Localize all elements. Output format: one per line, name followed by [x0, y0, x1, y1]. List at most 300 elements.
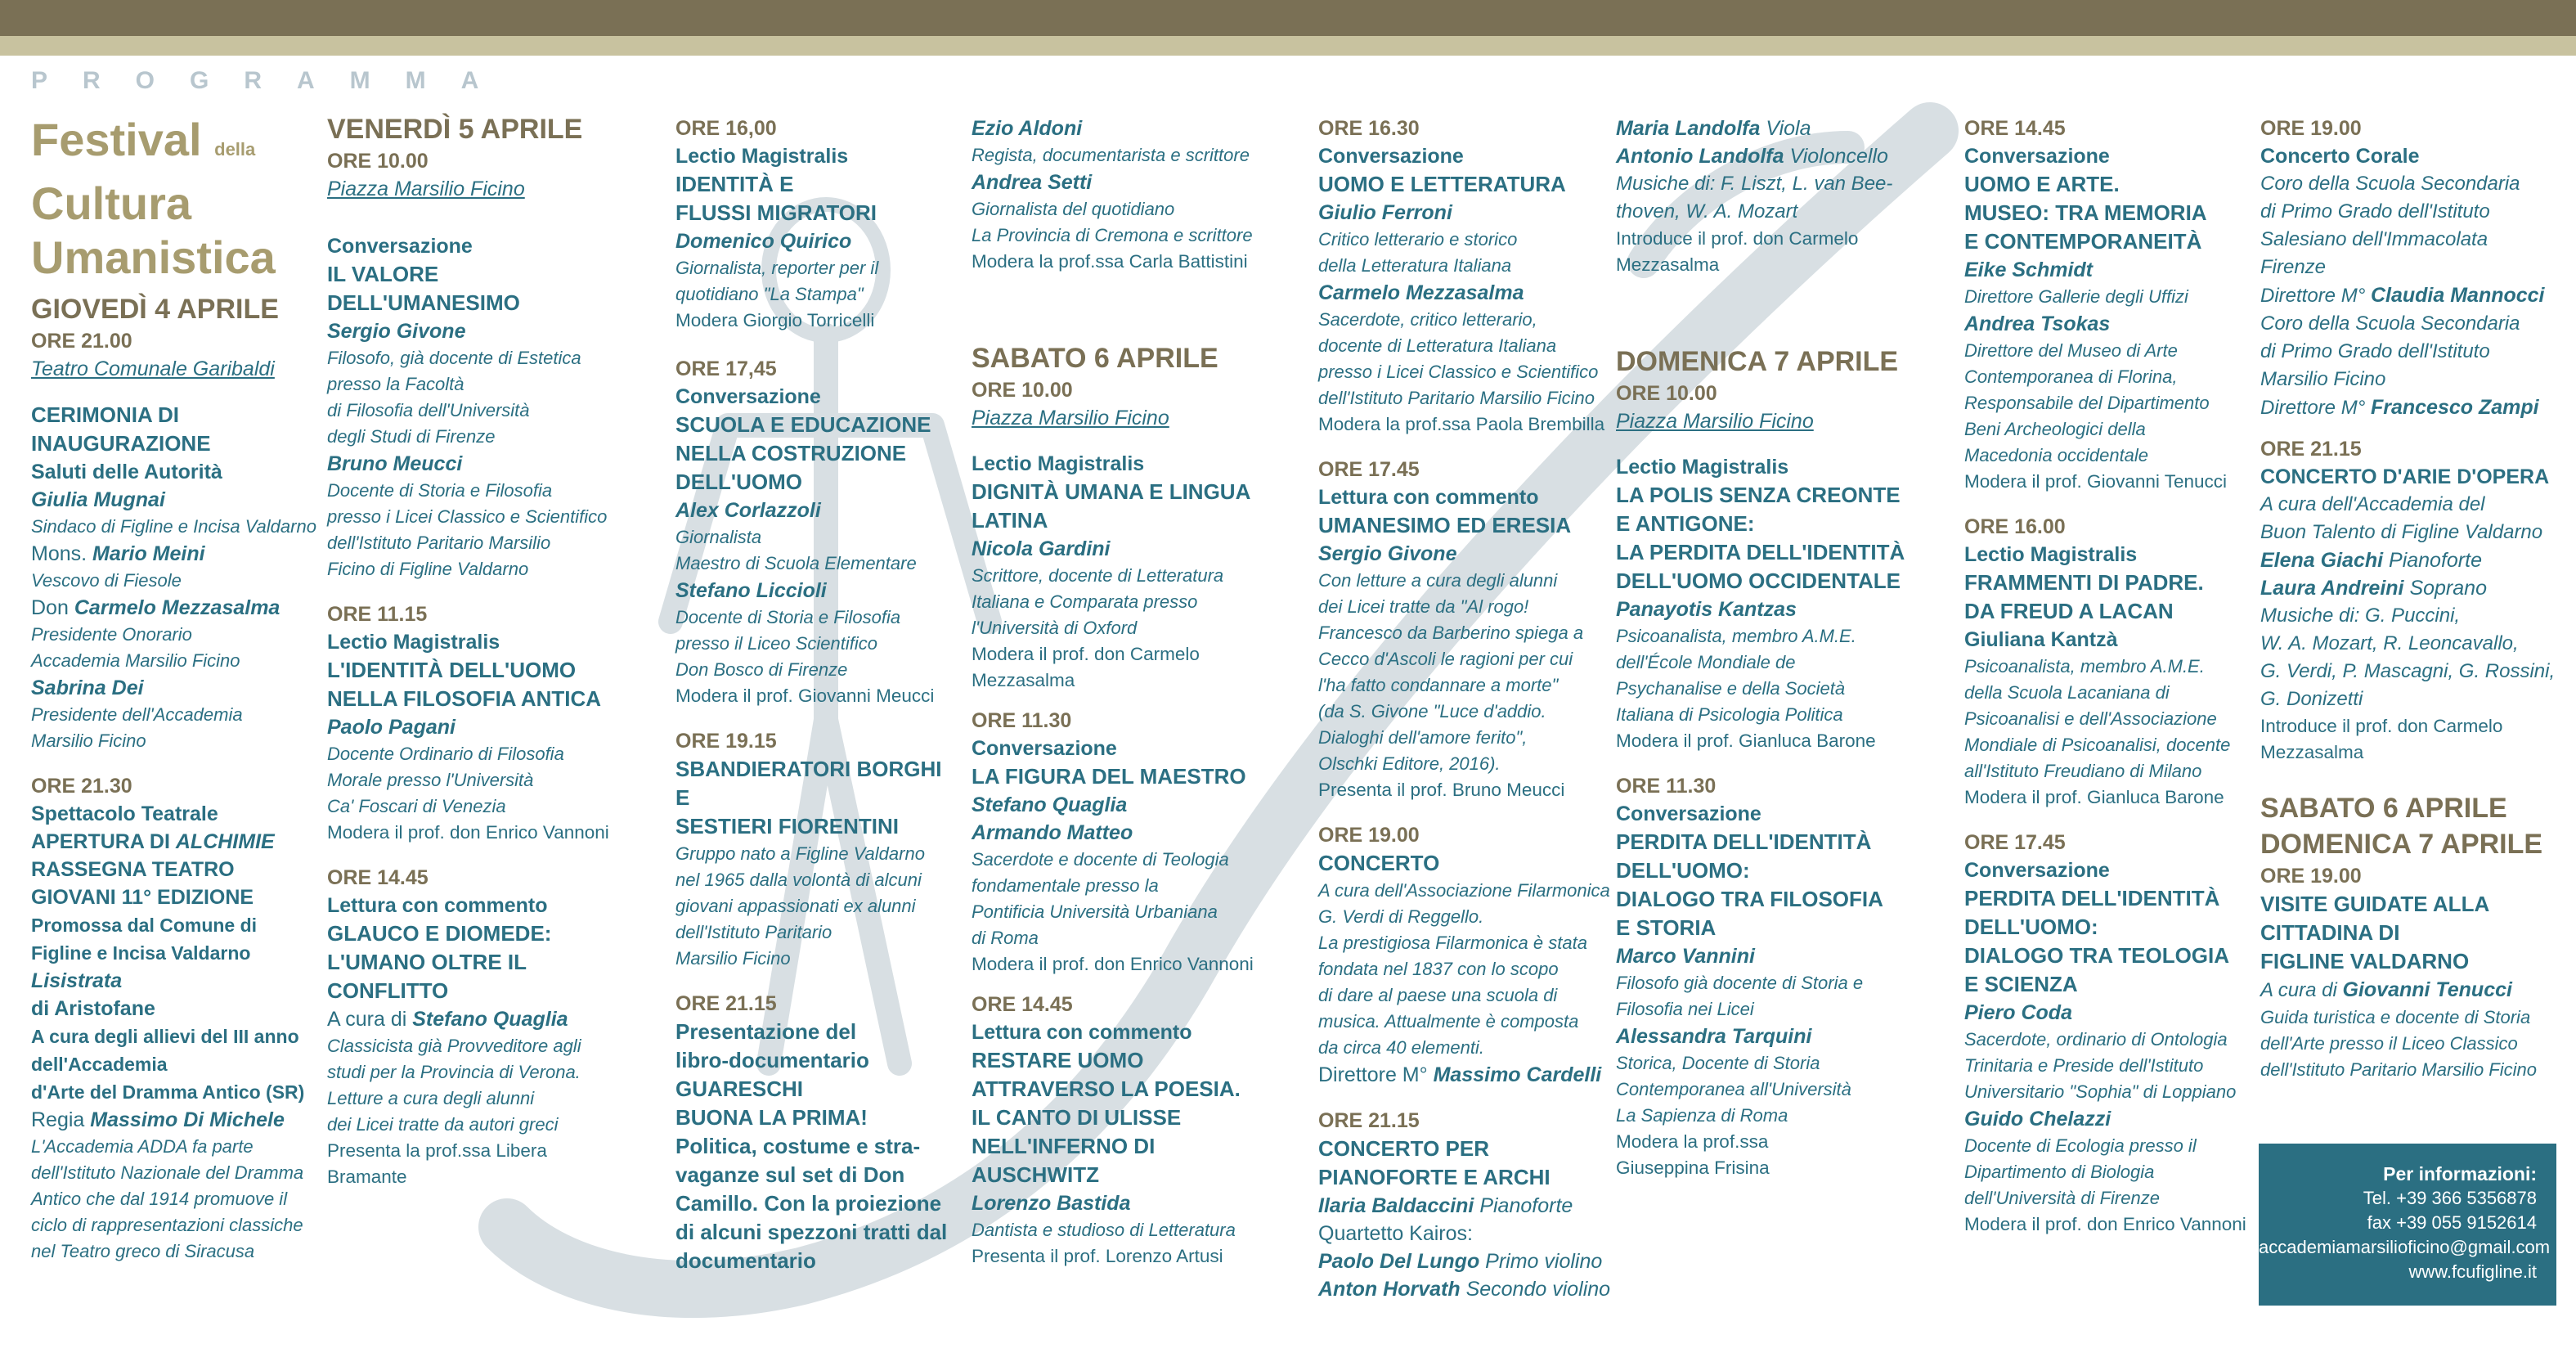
event-time: ORE 21.30: [31, 775, 132, 798]
event-type: Conversazione: [1318, 145, 1464, 168]
event-title: LA FIGURA DEL MAESTRO: [972, 764, 1246, 789]
event-desc: Con letture a cura degli alunni: [1318, 570, 1558, 591]
event-note: dell'Accademia: [31, 1054, 168, 1075]
event-desc: Musiche di: F. Liszt, L. van Bee-: [1616, 173, 1893, 195]
speaker-desc: Trinitaria e Preside dell'Istituto: [1964, 1055, 2204, 1076]
moderator: Modera la prof.ssa Paola Brembilla: [1318, 414, 1605, 434]
event-time: ORE 17.45: [1318, 458, 1420, 481]
speaker-desc: Ca' Foscari di Venezia: [327, 796, 506, 816]
speaker-role: Viola: [1766, 117, 1811, 140]
event-title: MUSEO: TRA MEMORIA: [1964, 200, 2207, 225]
event-title: FRAMMENTI DI PADRE.: [1964, 570, 2204, 595]
event-desc: Politica, costume e stra-: [675, 1134, 921, 1158]
event-time: ORE 11.15: [327, 603, 428, 626]
speaker-desc: dell'Arte presso il Liceo Classico: [2260, 1033, 2518, 1054]
moderator: Modera Giorgio Torricelli: [675, 310, 875, 330]
speaker-role: Primo violino: [1485, 1250, 1603, 1273]
speaker-desc: Psychanalise e della Società: [1616, 678, 1846, 699]
speaker-desc: dell'Istituto Paritario Marsilio Ficino: [1318, 388, 1595, 408]
speaker-desc: Responsabile del Dipartimento: [1964, 393, 2210, 413]
speaker-name: Panayotis Kantzas: [1616, 598, 1797, 621]
speaker-desc: Italiana di Psicologia Politica: [1616, 704, 1843, 725]
day-heading: SABATO 6 APRILE: [972, 343, 1218, 374]
speaker-desc: Docente di Storia e Filosofia: [327, 480, 553, 501]
logo-della-word: della: [214, 139, 256, 160]
speaker-name: Massimo Di Michele: [90, 1108, 285, 1131]
speaker-desc: presso i Licei Classico e Scientifico: [1318, 362, 1599, 382]
event-time: ORE 11.30: [972, 709, 1072, 732]
event-title: NELLA COSTRUZIONE: [675, 441, 907, 465]
event-note: Promossa dal Comune di: [31, 915, 258, 936]
info-heading: Per informazioni:: [2383, 1163, 2537, 1184]
logo-cultura-word: Cultura: [31, 178, 191, 229]
speaker-desc: Filosofo già docente di Storia e: [1616, 973, 1864, 993]
event-desc: La prestigiosa Filarmonica è stata: [1318, 933, 1587, 953]
event-location: Teatro Comunale Garibaldi: [31, 357, 275, 380]
event-time: ORE 16.30: [1318, 117, 1420, 140]
speaker-prefix: Direttore M°: [2260, 397, 2366, 419]
event-title: PERDITA DELL'IDENTITÀ: [1964, 886, 2220, 910]
event-desc: di Primo Grado dell'Istituto: [2260, 200, 2490, 223]
speaker-name: Nicola Gardini: [972, 537, 1111, 560]
event-type: Lectio Magistralis: [1964, 543, 2138, 566]
event-time: ORE 14.45: [327, 866, 429, 889]
event-desc: Camillo. Con la proiezione: [675, 1191, 942, 1216]
event-time: ORE 21.15: [675, 992, 777, 1015]
moderator: Presenta il prof. Lorenzo Artusi: [972, 1246, 1223, 1266]
event-title: E SCIENZA: [1964, 972, 2078, 996]
speaker-prefix: Direttore M°: [1318, 1063, 1428, 1086]
day-heading: DOMENICA 7 APRILE: [1616, 346, 1899, 377]
speaker-prefix: A cura di: [2260, 979, 2337, 1001]
speaker-desc: Italiana e Comparata presso: [972, 591, 1198, 612]
event-title: DIALOGO TRA TEOLOGIA: [1964, 943, 2230, 968]
speaker-name: Eike Schmidt: [1964, 258, 2093, 281]
event-desc: Coro della Scuola Secondaria: [2260, 173, 2520, 195]
speaker-role: Pianoforte: [2389, 549, 2482, 572]
info-fax: fax +39 055 9152614: [2367, 1212, 2537, 1233]
event-time: ORE 19.00: [1318, 824, 1420, 847]
moderator: Presenta la prof.ssa Libera Bramante: [327, 1140, 547, 1187]
event-title: INAUGURAZIONE: [31, 431, 211, 456]
speaker-role: Soprano: [2409, 577, 2487, 600]
event-title: E ANTIGONE:: [1616, 511, 1755, 536]
moderator: Mezzasalma: [1616, 254, 1720, 275]
event-title: DELL'UOMO:: [1616, 858, 1750, 883]
speaker-desc: Pontificia Università Urbaniana: [972, 901, 1218, 922]
column-sunday-evening: [2260, 115, 2563, 1083]
ensemble-name: Quartetto Kairos:: [1318, 1222, 1473, 1245]
event-title: DIGNITÀ UMANA E LINGUA: [972, 479, 1251, 504]
moderator: Modera il prof. Giovanni Meucci: [675, 685, 935, 706]
event-desc: Olschki Editore, 2016).: [1318, 753, 1501, 774]
event-desc: G. Verdi, P. Mascagni, G. Rossini,: [2260, 660, 2556, 682]
speaker-name: Ezio Aldoni: [972, 117, 1083, 140]
speaker-desc: Ficino di Figline Valdarno: [327, 559, 529, 579]
speaker-prefix: Mons.: [31, 542, 88, 565]
event-desc: Dialoghi dell'amore ferito",: [1318, 727, 1528, 748]
event-desc: di Primo Grado dell'Istituto: [2260, 340, 2490, 362]
speaker-desc: Giornalista, reporter per il: [675, 258, 879, 278]
event-type: Lettura con commento: [1318, 486, 1539, 509]
speaker-name: Giovanni Tenucci: [2342, 978, 2512, 1001]
event-title: FLUSSI MIGRATORI: [675, 200, 877, 225]
event-type: Conversazione: [972, 737, 1117, 760]
speaker-desc: presso la Facoltà: [327, 374, 464, 394]
speaker-name: Massimo Cardelli: [1433, 1063, 1602, 1086]
speaker-desc: Macedonia occidentale: [1964, 445, 2149, 465]
logo-umanistica-word: Umanistica: [31, 231, 276, 283]
event-title: GLAUCO E DIOMEDE:: [327, 921, 552, 946]
event-type: Lectio Magistralis: [675, 145, 849, 168]
event-time: ORE 19.00: [2260, 865, 2362, 888]
moderator: Modera il prof. Gianluca Barone: [1616, 730, 1876, 751]
speaker-desc: Letture a cura degli alunni: [327, 1088, 535, 1108]
speaker-name: Piero Coda: [1964, 1001, 2072, 1024]
event-title: SCUOLA E EDUCAZIONE: [675, 412, 931, 437]
event-time: ORE 14.45: [972, 993, 1073, 1016]
play-author: di Aristofane: [31, 997, 155, 1020]
event-time: ORE 19.00: [2260, 117, 2362, 140]
event-title: E STORIA: [1616, 915, 1717, 940]
speaker-name: Antonio Landolfa: [1616, 145, 1784, 168]
speaker-desc: fondamentale presso la: [972, 875, 1159, 896]
speaker-desc: della Scuola Lacaniana di: [1964, 682, 2170, 703]
moderator: Giuseppina Frisina: [1616, 1157, 1770, 1178]
speaker-desc: Dantista e studioso di Letteratura: [972, 1220, 1236, 1240]
event-type: Lectio Magistralis: [327, 631, 500, 654]
event-desc: di alcuni spezzoni tratti dal: [675, 1220, 948, 1244]
moderator: Introduce il prof. don Carmelo: [1616, 228, 1859, 249]
event-desc: L'Accademia ADDA fa parte: [31, 1136, 254, 1157]
event-title: GIOVANI 11° EDIZIONE: [31, 886, 254, 909]
speaker-desc: dei Licei tratte da autori greci: [327, 1114, 559, 1135]
speaker-desc: Psicoanalista, membro A.M.E.: [1964, 656, 2205, 676]
speaker-name: Elena Giachi: [2260, 549, 2384, 572]
speaker-desc: docente di Letteratura Italiana: [1318, 335, 1557, 356]
speaker-desc: Guida turistica e docente di Storia: [2260, 1007, 2531, 1027]
event-title: E CONTEMPORANEITÀ: [1964, 229, 2202, 254]
event-title: RASSEGNA TEATRO: [31, 858, 235, 881]
event-title: IL VALORE: [327, 262, 439, 286]
event-type: Conversazione: [1964, 859, 2110, 882]
speaker-desc: Contemporanea di Florina,: [1964, 366, 2178, 387]
moderator: Presenta il prof. Bruno Meucci: [1318, 780, 1565, 800]
event-desc: giovani appassionati ex alunni: [675, 896, 916, 916]
speaker-name: Lorenzo Bastida: [972, 1192, 1131, 1215]
speaker-name: Armando Matteo: [972, 821, 1133, 844]
event-title: DA FREUD A LACAN: [1964, 599, 2174, 623]
event-type: Conversazione: [327, 235, 473, 258]
speaker-name: Paolo Pagani: [327, 716, 456, 739]
event-title: APERTURA DI: [31, 830, 170, 853]
speaker-desc: Storica, Docente di Storia: [1616, 1053, 1820, 1073]
moderator: Introduce il prof. don Carmelo: [2260, 716, 2503, 736]
day-heading: SABATO 6 APRILE: [2260, 793, 2507, 824]
speaker-desc: presso i Licei Classico e Scientifico: [327, 506, 608, 527]
speaker-desc: Beni Archeologici della: [1964, 419, 2146, 439]
event-time: ORE 17.45: [1964, 831, 2066, 854]
event-title: IDENTITÀ E: [675, 172, 794, 196]
speaker-desc: l'Università di Oxford: [972, 618, 1138, 638]
speaker-role: Pianoforte: [1479, 1194, 1573, 1217]
event-desc: (da S. Givone "Luce d'addio.: [1318, 701, 1546, 721]
event-title: BUONA LA PRIMA!: [675, 1105, 868, 1130]
event-desc: Marsilio Ficino: [2260, 368, 2386, 390]
event-time: ORE 16,00: [675, 117, 777, 140]
speaker-desc: Presidente dell'Accademia: [31, 704, 243, 725]
event-title: ATTRAVERSO LA POESIA.: [972, 1077, 1241, 1101]
programma-heading: PROGRAMMA: [31, 67, 514, 94]
event-time: ORE 10.00: [1616, 382, 1717, 405]
event-desc: Marsilio Ficino: [675, 948, 791, 969]
event-desc: dei Licei tratte da "Al rogo!: [1318, 596, 1529, 617]
event-time: ORE 11.30: [1616, 775, 1717, 798]
speaker-desc: Maestro di Scuola Elementare: [675, 553, 917, 573]
event-title: UOMO E ARTE.: [1964, 172, 2120, 196]
event-desc: vaganze sul set di Don: [675, 1162, 905, 1187]
speaker-desc: di Roma: [972, 928, 1039, 948]
event-title: DELL'UMANESIMO: [327, 290, 520, 315]
event-desc: nel Teatro greco di Siracusa: [31, 1241, 255, 1261]
event-time: ORE 21.00: [31, 330, 132, 353]
event-type: Conversazione: [1616, 802, 1761, 825]
event-time: ORE 10.00: [327, 150, 429, 173]
info-phone[interactable]: Tel. +39 366 5356878: [2363, 1188, 2537, 1208]
speaker-name: Paolo Del Lungo: [1318, 1250, 1480, 1273]
speaker-desc: dell'Istituto Paritario Marsilio Ficino: [2260, 1059, 2537, 1080]
info-box: [2259, 1144, 2556, 1306]
speaker-desc: Critico letterario e storico: [1318, 229, 1518, 249]
event-title: FIGLINE VALDARNO: [2260, 949, 2470, 973]
column-friday-morning: [327, 111, 630, 1190]
event-title: IL CANTO DI ULISSE: [972, 1105, 1182, 1130]
speaker-name: Stefano Quaglia: [972, 793, 1128, 816]
speaker-name: Ilaria Baldaccini: [1318, 1194, 1474, 1217]
column-sunday-afternoon: [1964, 115, 2259, 1238]
event-desc: Salesiano dell'Immacolata: [2260, 228, 2488, 250]
speaker-desc: Marsilio Ficino: [31, 730, 146, 751]
event-note: d'Arte del Dramma Antico (SR): [31, 1081, 305, 1103]
speaker-desc: presso il Liceo Scientifico: [675, 633, 878, 654]
event-title: CONCERTO D'ARIE D'OPERA: [2260, 465, 2550, 488]
moderator: Mezzasalma: [972, 670, 1075, 690]
speaker-name: Domenico Quirico: [675, 230, 852, 253]
event-type: Lectio Magistralis: [972, 452, 1145, 475]
speaker-name: Bruno Meucci: [327, 452, 463, 475]
event-title: NELLA FILOSOFIA ANTICA: [327, 686, 602, 711]
speaker-desc: Mondiale di Psicoanalisi, docente: [1964, 735, 2231, 755]
event-desc: musica. Attualmente è composta: [1318, 1011, 1579, 1032]
event-desc: nel 1965 dalla volontà di alcuni: [675, 870, 922, 890]
event-desc: dell'Istituto Paritario: [675, 922, 832, 942]
event-note: Figline e Incisa Valdarno: [31, 942, 251, 964]
event-time: ORE 16.00: [1964, 515, 2066, 538]
speaker-name: Claudia Mannocci: [2370, 284, 2545, 307]
event-location: Piazza Marsilio Ficino: [1616, 410, 1814, 433]
speaker-desc: Docente di Storia e Filosofia: [675, 607, 901, 627]
speaker-desc: Docente Ordinario di Filosofia: [327, 744, 564, 764]
event-title: CITTADINA DI: [2260, 920, 2400, 945]
event-title: SESTIERI FIORENTINI: [675, 814, 900, 838]
moderator: Modera il prof. don Carmelo: [972, 644, 1200, 664]
speaker-desc: dell'Università di Firenze: [1964, 1188, 2160, 1208]
speaker-name: Laura Andreini: [2260, 577, 2404, 600]
event-title: DELL'UOMO:: [1964, 915, 2098, 939]
speaker-name: Alessandra Tarquini: [1616, 1025, 1812, 1048]
speaker-desc: studi per la Provincia di Verona.: [327, 1062, 581, 1082]
top-band-light: [0, 36, 2576, 56]
speaker-name: Maria Landolfa: [1616, 117, 1761, 140]
event-desc: Musiche di: G. Puccini,: [2260, 605, 2461, 627]
event-title: LA PERDITA DELL'IDENTITÀ: [1616, 540, 1905, 564]
speaker-desc: Dipartimento di Biologia: [1964, 1162, 2155, 1182]
event-type: Concerto Corale: [2260, 145, 2420, 168]
speaker-desc: all'Istituto Freudiano di Milano: [1964, 761, 2202, 781]
event-desc: ciclo di rappresentazioni classiche: [31, 1215, 303, 1235]
speaker-desc: Morale presso l'Università: [327, 770, 534, 790]
event-type: Conversazione: [675, 385, 821, 408]
speaker-desc: La Sapienza di Roma: [1616, 1105, 1788, 1126]
moderator: Modera la prof.ssa: [1616, 1131, 1769, 1152]
speaker-name: Giuliana Kantzà: [1964, 628, 2118, 651]
info-website[interactable]: www.fcufigline.it: [2408, 1261, 2537, 1282]
event-title: SBANDIERATORI BORGHI E: [675, 757, 942, 810]
event-desc: documentario: [675, 1248, 816, 1273]
event-title: L'UMANO OLTRE IL: [327, 950, 527, 974]
event-desc: dell'Istituto Nazionale del Dramma: [31, 1162, 304, 1183]
info-email[interactable]: accademiamarsilioficino@gmail.com: [2259, 1237, 2551, 1257]
speaker-desc: Contemporanea all'Università: [1616, 1079, 1851, 1099]
event-desc: Firenze: [2260, 256, 2327, 278]
speaker-role: Violoncello: [1789, 145, 1888, 168]
moderator: Modera il prof. Gianluca Barone: [1964, 787, 2224, 807]
event-title: CONCERTO: [1318, 851, 1440, 875]
event-time: ORE 19.15: [675, 730, 777, 753]
speaker-desc: degli Studi di Firenze: [327, 426, 496, 447]
event-time: ORE 21.15: [1318, 1109, 1420, 1132]
day-heading: VENERDÌ 5 APRILE: [327, 114, 583, 145]
event-title: LATINA: [972, 508, 1048, 533]
speaker-name: Andrea Setti: [972, 171, 1093, 194]
speaker-desc: Vescovo di Fiesole: [31, 570, 182, 591]
moderator: Modera il prof. Giovanni Tenucci: [1964, 471, 2227, 492]
event-type: Lettura con commento: [972, 1021, 1192, 1044]
event-title: PIANOFORTE E ARCHI: [1318, 1165, 1551, 1189]
speaker-desc: di Filosofia dell'Università: [327, 400, 530, 420]
moderator: Modera la prof.ssa Carla Battistini: [972, 251, 1248, 272]
event-title: UMANESIMO ED ERESIA: [1318, 513, 1572, 537]
speaker-desc: Presidente Onorario: [31, 624, 192, 645]
event-desc: fondata nel 1837 con lo scopo: [1318, 959, 1559, 979]
play-title: Lisistrata: [31, 969, 123, 992]
day-heading: GIOVEDÌ 4 APRILE: [31, 294, 279, 325]
speaker-desc: Universitario "Sophia" di Loppiano: [1964, 1081, 2237, 1102]
column-saturday-morning: [972, 115, 1282, 1270]
event-desc: Cecco d'Ascoli le ragioni per cui: [1318, 649, 1573, 669]
speaker-prefix: Don: [31, 596, 69, 619]
speaker-desc: Sacerdote, ordinario di Ontologia: [1964, 1029, 2228, 1050]
event-title: PERDITA DELL'IDENTITÀ: [1616, 829, 1872, 854]
speaker-name: Marco Vannini: [1616, 945, 1755, 968]
event-desc: da circa 40 elementi.: [1318, 1037, 1484, 1058]
speaker-name: Giulia Mugnai: [31, 488, 165, 511]
speaker-name: Giulio Ferroni: [1318, 201, 1452, 224]
event-type: Lectio Magistralis: [1616, 456, 1789, 479]
speaker-desc: Don Bosco di Firenze: [675, 659, 848, 680]
speaker-name: Alex Corlazzoli: [675, 499, 821, 522]
event-type: Lettura con commento: [327, 894, 548, 917]
speaker-desc: Regista, documentarista e scrittore: [972, 145, 1250, 165]
event-desc: G. Donizetti: [2260, 688, 2363, 710]
speaker-name: Francesco Zampi: [2370, 396, 2539, 419]
speaker-desc: Docente di Ecologia presso il: [1964, 1135, 2197, 1156]
event-title: LA POLIS SENZA CREONTE: [1616, 483, 1901, 507]
moderator: Mezzasalma: [2260, 742, 2364, 762]
column-sunday-morning: [1616, 115, 1927, 1181]
event-type: Conversazione: [1964, 145, 2110, 168]
speaker-desc: dell'Istituto Paritario Marsilio: [327, 533, 551, 553]
event-location: Piazza Marsilio Ficino: [972, 407, 1169, 429]
event-title: Presentazione del: [675, 1019, 857, 1044]
event-title: L'IDENTITÀ DELL'UOMO: [327, 658, 577, 682]
event-desc: l'ha fatto condannare a morte": [1318, 675, 1559, 695]
event-title: ALCHIMIE: [175, 830, 275, 853]
speaker-name: Carmelo Mezzasalma: [1318, 281, 1524, 304]
speaker-name: Sabrina Dei: [31, 676, 144, 699]
speaker-desc: Sacerdote, critico letterario,: [1318, 309, 1537, 330]
event-note: A cura degli allievi del III anno: [31, 1026, 299, 1047]
moderator: Modera il prof. don Enrico Vannoni: [327, 822, 609, 843]
event-desc: W. A. Mozart, R. Leoncavallo,: [2260, 632, 2519, 654]
speaker-name: Andrea Tsokas: [1964, 312, 2111, 335]
event-desc: thoven, W. A. Mozart: [1616, 200, 1798, 223]
speaker-desc: Giornalista del quotidiano: [972, 199, 1175, 219]
event-title: UOMO E LETTERATURA: [1318, 172, 1566, 196]
speaker-desc: Psicoanalista, membro A.M.E.: [1616, 626, 1856, 646]
speaker-name: Stefano Quaglia: [412, 1008, 568, 1031]
event-title: VISITE GUIDATE ALLA: [2260, 892, 2490, 916]
event-title: NELL'INFERNO DI: [972, 1134, 1156, 1158]
speaker-desc: della Letteratura Italiana: [1318, 255, 1512, 276]
column-friday-afternoon: [675, 115, 962, 1275]
speaker-prefix: A cura di: [327, 1008, 407, 1031]
event-desc: Antico che dal 1914 promuove il: [31, 1189, 288, 1209]
event-title: AUSCHWITZ: [972, 1162, 1099, 1187]
event-desc: Francesco da Barberino spiega a: [1318, 623, 1584, 643]
event-title: libro-documentario: [675, 1048, 869, 1072]
speaker-name: Mario Meini: [92, 542, 205, 565]
speaker-desc: Classicista già Provveditore agli: [327, 1036, 581, 1056]
speaker-desc: dell'École Mondiale de: [1616, 652, 1796, 672]
event-time: ORE 17,45: [675, 357, 777, 380]
day-heading: DOMENICA 7 APRILE: [2260, 829, 2543, 860]
top-band-dark: [0, 0, 2576, 36]
event-desc: A cura dell'Associazione Filarmonica: [1318, 880, 1610, 901]
speaker-name: Anton Horvath: [1318, 1278, 1461, 1301]
event-title: CONFLITTO: [327, 978, 449, 1003]
speaker-desc: Sindaco di Figline e Incisa Valdarno: [31, 516, 316, 537]
event-desc: Coro della Scuola Secondaria: [2260, 312, 2520, 335]
speaker-desc: Giornalista: [675, 527, 762, 547]
speaker-desc: Scrittore, docente di Letteratura: [972, 565, 1224, 586]
event-title: DELL'UOMO: [675, 470, 802, 494]
speaker-desc: Filosofia nei Licei: [1616, 999, 1754, 1019]
event-title: CERIMONIA DI: [31, 402, 180, 427]
speaker-desc: quotidiano "La Stampa": [675, 284, 864, 304]
event-time: ORE 10.00: [972, 379, 1073, 402]
speaker-desc: Sacerdote e docente di Teologia: [972, 849, 1229, 870]
